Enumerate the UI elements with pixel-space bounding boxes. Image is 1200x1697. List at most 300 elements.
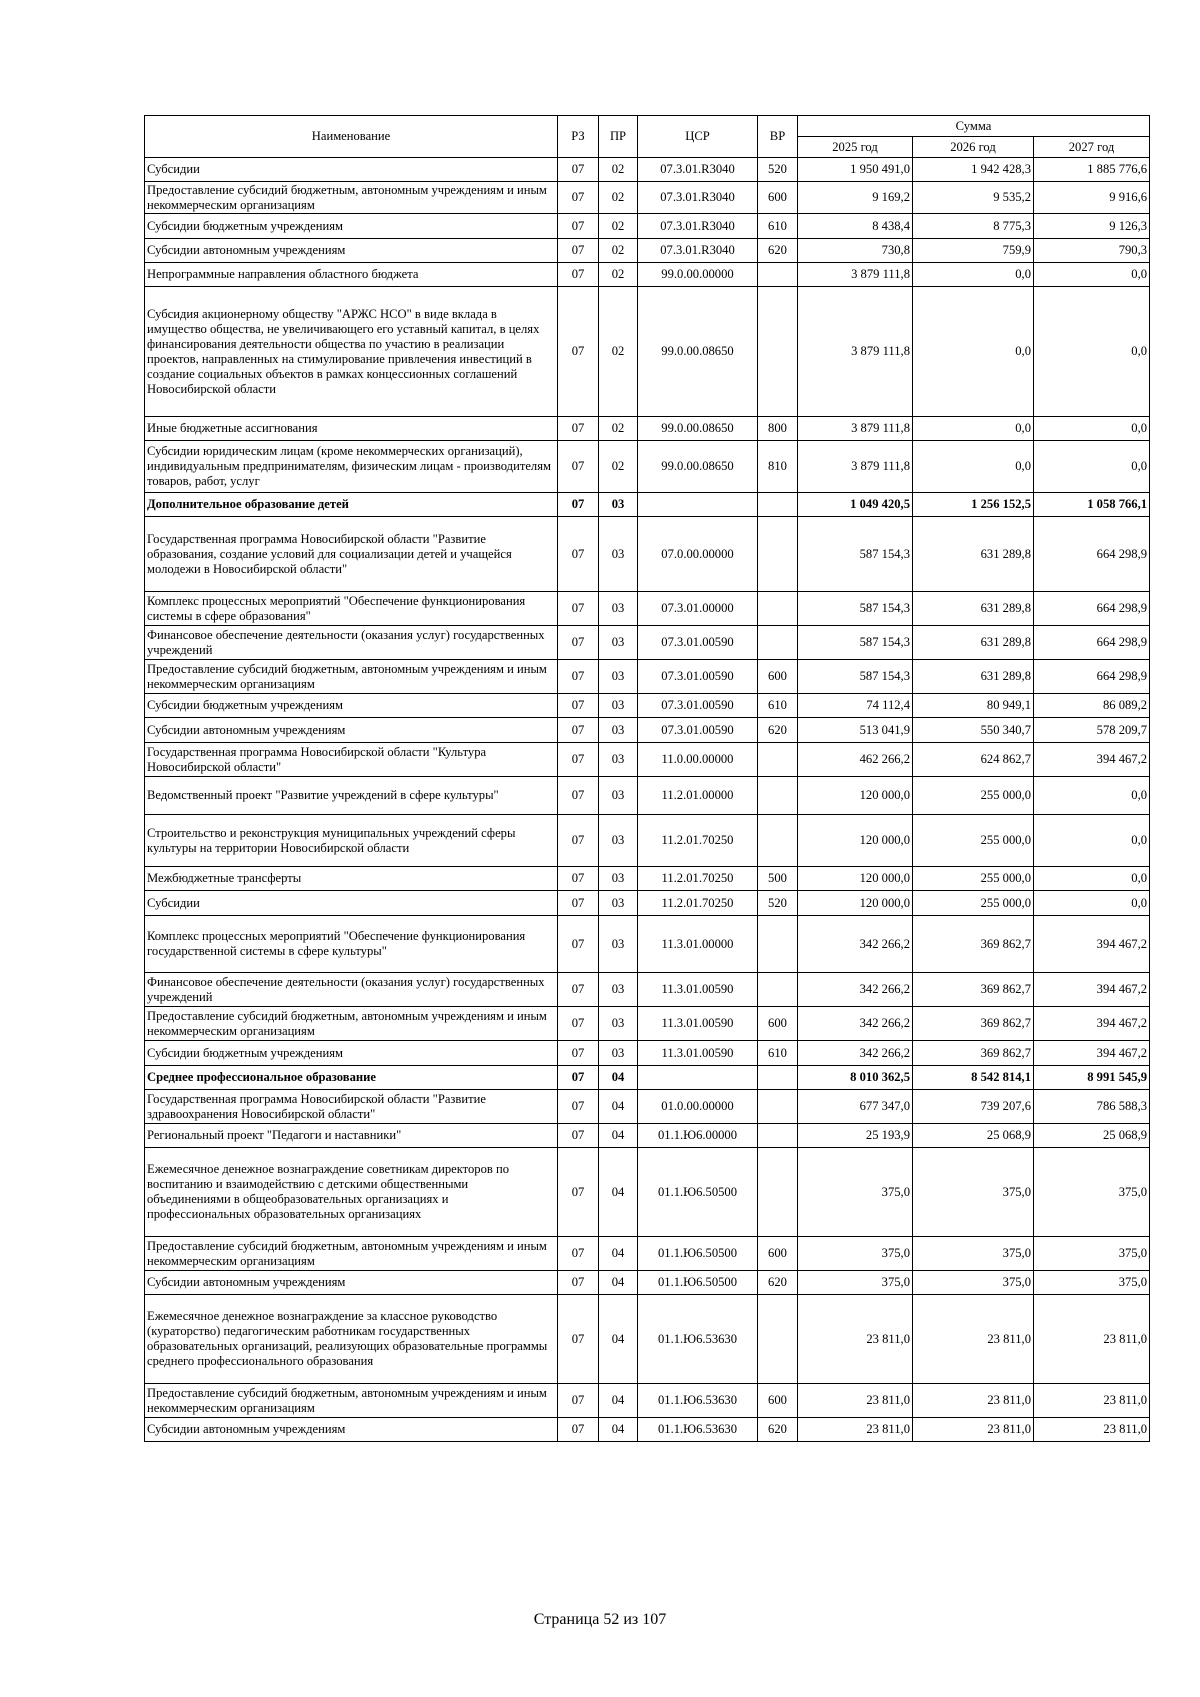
table-row [145,1237,1150,1271]
cell-name: Финансовое обеспечение деятельности (оказания услуг) государственных учреждений [145,973,558,1007]
cell-pr: 03 [599,815,638,867]
cell-2027: 0,0 [1034,815,1150,867]
cell-2025: 74 112,4 [798,694,913,718]
cell-2026: 0,0 [913,263,1034,287]
table-row [145,1295,1150,1384]
cell-2027: 0,0 [1034,417,1150,441]
cell-name: Государственная программа Новосибирской области "Развитие здравоохранения Новосибирской области" [145,1090,558,1124]
page-number: Страница 52 из 107 [533,1611,667,1628]
cell-rz: 07 [558,973,599,1007]
cell-2027: 0,0 [1034,891,1150,916]
header-year-2027: 2027 год [1034,137,1150,158]
cell-vr: 600 [758,1237,798,1271]
cell-2025: 513 041,9 [798,718,913,743]
cell-rz: 07 [558,626,599,660]
cell-pr: 02 [599,214,638,239]
cell-rz: 07 [558,660,599,694]
cell-vr: 600 [758,1384,798,1418]
cell-csr: 01.1.Ю6.50500 [638,1148,758,1237]
cell-2027: 394 467,2 [1034,973,1150,1007]
table-row [145,1124,1150,1148]
cell-pr: 04 [599,1148,638,1237]
cell-2025: 120 000,0 [798,867,913,891]
table-row [145,815,1150,867]
cell-name: Ведомственный проект "Развитие учреждений в сфере культуры" [145,777,558,815]
cell-pr: 02 [599,441,638,493]
cell-vr: 620 [758,1418,798,1442]
cell-pr: 03 [599,891,638,916]
cell-name: Предоставление субсидий бюджетным, автономным учреждениям и иным некоммерческим организациям [145,182,558,214]
cell-csr: 07.3.01.00000 [638,592,758,626]
cell-2025: 9 169,2 [798,182,913,214]
cell-2025: 3 879 111,8 [798,287,913,417]
cell-name: Ежемесячное денежное вознаграждение советникам директоров по воспитанию и взаимодействию с детскими общественными объединениями в общеобразовательных организациях и профессиональных образовательных организациях [145,1148,558,1237]
cell-2027: 0,0 [1034,263,1150,287]
cell-rz: 07 [558,493,599,517]
cell-2026: 1 942 428,3 [913,158,1034,182]
cell-2025: 730,8 [798,239,913,263]
table-row [145,441,1150,493]
cell-2025: 120 000,0 [798,815,913,867]
cell-rz: 07 [558,1384,599,1418]
cell-2025: 375,0 [798,1271,913,1295]
cell-2027: 394 467,2 [1034,1041,1150,1066]
cell-name: Строительство и реконструкция муниципальных учреждений сферы культуры на территории Новосибирской области [145,815,558,867]
cell-csr: 11.2.01.70250 [638,815,758,867]
cell-2027: 1 058 766,1 [1034,493,1150,517]
cell-vr [758,1148,798,1237]
cell-2026: 255 000,0 [913,777,1034,815]
cell-name: Ежемесячное денежное вознаграждение за классное руководство (кураторство) педагогическим работникам государственных образовательных организаций, реализующих образовательные программы среднего профессионального образования [145,1295,558,1384]
table-row [145,1041,1150,1066]
cell-rz: 07 [558,718,599,743]
cell-rz: 07 [558,867,599,891]
cell-2026: 8 542 814,1 [913,1066,1034,1090]
cell-csr: 99.0.00.08650 [638,441,758,493]
cell-2025: 8 438,4 [798,214,913,239]
cell-2027: 23 811,0 [1034,1418,1150,1442]
cell-2026: 369 862,7 [913,1041,1034,1066]
cell-rz: 07 [558,1090,599,1124]
cell-vr: 520 [758,158,798,182]
cell-2027: 664 298,9 [1034,592,1150,626]
cell-name: Среднее профессиональное образование [145,1066,558,1090]
cell-rz: 07 [558,517,599,592]
cell-vr [758,1090,798,1124]
cell-2025: 587 154,3 [798,660,913,694]
cell-rz: 07 [558,815,599,867]
cell-name: Предоставление субсидий бюджетным, автономным учреждениям и иным некоммерческим организациям [145,660,558,694]
cell-2025: 587 154,3 [798,592,913,626]
cell-pr: 03 [599,777,638,815]
cell-csr: 11.0.00.00000 [638,743,758,777]
cell-rz: 07 [558,1041,599,1066]
cell-2027: 786 588,3 [1034,1090,1150,1124]
cell-vr: 620 [758,718,798,743]
cell-2027: 664 298,9 [1034,660,1150,694]
cell-2027: 86 089,2 [1034,694,1150,718]
cell-name: Субсидии автономным учреждениям [145,1418,558,1442]
table-row [145,1148,1150,1237]
table-row [145,287,1150,417]
cell-vr [758,1124,798,1148]
table-row [145,592,1150,626]
cell-2026: 23 811,0 [913,1384,1034,1418]
cell-2027: 394 467,2 [1034,743,1150,777]
cell-name: Предоставление субсидий бюджетным, автономным учреждениям и иным некоммерческим организациям [145,1237,558,1271]
header-name: Наименование [145,116,558,158]
cell-2026: 631 289,8 [913,517,1034,592]
cell-rz: 07 [558,592,599,626]
cell-vr: 620 [758,239,798,263]
cell-name: Субсидии бюджетным учреждениям [145,694,558,718]
cell-rz: 07 [558,1066,599,1090]
cell-csr: 07.3.01.00590 [638,694,758,718]
cell-rz: 07 [558,182,599,214]
cell-pr: 04 [599,1418,638,1442]
cell-2026: 23 811,0 [913,1418,1034,1442]
cell-2026: 0,0 [913,287,1034,417]
cell-csr: 07.3.01.R3040 [638,214,758,239]
cell-pr: 03 [599,493,638,517]
cell-2025: 23 811,0 [798,1384,913,1418]
cell-name: Субсидии автономным учреждениям [145,1271,558,1295]
cell-2025: 342 266,2 [798,973,913,1007]
cell-vr [758,592,798,626]
cell-vr [758,1295,798,1384]
cell-csr: 07.0.00.00000 [638,517,758,592]
cell-vr [758,916,798,973]
cell-2025: 1 049 420,5 [798,493,913,517]
cell-pr: 04 [599,1124,638,1148]
cell-2027: 394 467,2 [1034,916,1150,973]
cell-name: Дополнительное образование детей [145,493,558,517]
cell-pr: 04 [599,1066,638,1090]
cell-pr: 03 [599,694,638,718]
cell-2027: 394 467,2 [1034,1007,1150,1041]
cell-rz: 07 [558,1124,599,1148]
cell-name: Межбюджетные трансферты [145,867,558,891]
cell-rz: 07 [558,214,599,239]
cell-2026: 0,0 [913,441,1034,493]
table-row [145,239,1150,263]
cell-pr: 03 [599,718,638,743]
table-row [145,694,1150,718]
cell-vr [758,626,798,660]
cell-csr [638,1066,758,1090]
cell-2026: 8 775,3 [913,214,1034,239]
cell-2026: 255 000,0 [913,815,1034,867]
cell-2026: 369 862,7 [913,973,1034,1007]
cell-rz: 07 [558,1148,599,1237]
cell-rz: 07 [558,239,599,263]
cell-name: Субсидии юридическим лицам (кроме некоммерческих организаций), индивидуальным предпринимателям, физическим лицам - производителям товаров, работ, услуг [145,441,558,493]
table-row [145,1384,1150,1418]
cell-rz: 07 [558,743,599,777]
cell-2026: 759,9 [913,239,1034,263]
cell-2027: 790,3 [1034,239,1150,263]
cell-vr: 610 [758,214,798,239]
cell-2026: 255 000,0 [913,891,1034,916]
cell-vr [758,287,798,417]
cell-2026: 255 000,0 [913,867,1034,891]
cell-csr: 01.1.Ю6.53630 [638,1384,758,1418]
cell-2027: 9 916,6 [1034,182,1150,214]
cell-2027: 578 209,7 [1034,718,1150,743]
cell-2025: 120 000,0 [798,777,913,815]
cell-csr: 99.0.00.00000 [638,263,758,287]
table-row [145,1066,1150,1090]
cell-pr: 02 [599,158,638,182]
cell-name: Финансовое обеспечение деятельности (оказания услуг) государственных учреждений [145,626,558,660]
cell-2026: 0,0 [913,417,1034,441]
cell-vr [758,517,798,592]
cell-name: Государственная программа Новосибирской области "Развитие образования, создание условий для социализации детей и учащейся молодежи в Новосибирской области" [145,517,558,592]
cell-csr: 01.1.Ю6.00000 [638,1124,758,1148]
table-row [145,660,1150,694]
cell-name: Субсидии [145,158,558,182]
table-row [145,973,1150,1007]
table-row [145,1007,1150,1041]
table-row [145,718,1150,743]
cell-2025: 587 154,3 [798,626,913,660]
cell-name: Комплекс процессных мероприятий "Обеспечение функционирования системы в сфере образования" [145,592,558,626]
cell-2027: 375,0 [1034,1271,1150,1295]
table-row [145,158,1150,182]
header-rz: РЗ [558,116,599,158]
cell-name: Субсидии бюджетным учреждениям [145,1041,558,1066]
cell-2027: 23 811,0 [1034,1384,1150,1418]
table-row [145,916,1150,973]
cell-csr: 07.3.01.00590 [638,660,758,694]
table-row [145,1090,1150,1124]
cell-2026: 369 862,7 [913,916,1034,973]
cell-pr: 02 [599,239,638,263]
cell-csr: 07.3.01.R3040 [638,182,758,214]
cell-2026: 631 289,8 [913,660,1034,694]
cell-vr: 610 [758,694,798,718]
table-row [145,867,1150,891]
cell-2025: 3 879 111,8 [798,417,913,441]
table-row [145,493,1150,517]
header-sum: Сумма [798,116,1150,137]
cell-csr: 11.2.01.00000 [638,777,758,815]
cell-name: Региональный проект "Педагоги и наставники" [145,1124,558,1148]
cell-rz: 07 [558,916,599,973]
cell-csr: 07.3.01.00590 [638,626,758,660]
cell-csr: 01.0.00.00000 [638,1090,758,1124]
cell-csr: 07.3.01.R3040 [638,158,758,182]
cell-2025: 342 266,2 [798,916,913,973]
cell-pr: 04 [599,1384,638,1418]
cell-vr: 500 [758,867,798,891]
cell-2026: 631 289,8 [913,592,1034,626]
cell-name: Предоставление субсидий бюджетным, автономным учреждениям и иным некоммерческим организациям [145,1384,558,1418]
cell-2026: 624 862,7 [913,743,1034,777]
cell-csr: 11.3.01.00590 [638,1041,758,1066]
table-row [145,743,1150,777]
cell-name: Субсидии бюджетным учреждениям [145,214,558,239]
cell-2026: 631 289,8 [913,626,1034,660]
table-row [145,182,1150,214]
cell-2026: 739 207,6 [913,1090,1034,1124]
cell-pr: 04 [599,1237,638,1271]
cell-2026: 375,0 [913,1237,1034,1271]
cell-name: Субсидии [145,891,558,916]
cell-csr: 11.2.01.70250 [638,891,758,916]
cell-pr: 03 [599,626,638,660]
cell-2025: 3 879 111,8 [798,263,913,287]
cell-rz: 07 [558,441,599,493]
cell-rz: 07 [558,417,599,441]
cell-rz: 07 [558,1237,599,1271]
cell-name: Комплекс процессных мероприятий "Обеспечение функционирования государственной системы в сфере культуры" [145,916,558,973]
cell-pr: 03 [599,592,638,626]
cell-vr: 520 [758,891,798,916]
cell-csr: 01.1.Ю6.50500 [638,1271,758,1295]
cell-pr: 03 [599,1041,638,1066]
table-row [145,1271,1150,1295]
cell-2025: 375,0 [798,1148,913,1237]
cell-2025: 342 266,2 [798,1041,913,1066]
cell-2027: 23 811,0 [1034,1295,1150,1384]
cell-vr [758,743,798,777]
cell-2025: 3 879 111,8 [798,441,913,493]
table-row [145,214,1150,239]
cell-vr: 610 [758,1041,798,1066]
cell-vr: 600 [758,182,798,214]
cell-rz: 07 [558,777,599,815]
cell-2026: 375,0 [913,1271,1034,1295]
cell-csr: 11.2.01.70250 [638,867,758,891]
header-csr: ЦСР [638,116,758,158]
cell-csr: 07.3.01.00590 [638,718,758,743]
cell-pr: 04 [599,1295,638,1384]
table-row [145,417,1150,441]
cell-rz: 07 [558,1418,599,1442]
cell-vr: 600 [758,1007,798,1041]
cell-pr: 03 [599,867,638,891]
cell-2027: 8 991 545,9 [1034,1066,1150,1090]
cell-2025: 120 000,0 [798,891,913,916]
cell-rz: 07 [558,694,599,718]
table-row [145,1418,1150,1442]
header-vr: ВР [758,116,798,158]
cell-rz: 07 [558,1271,599,1295]
cell-pr: 02 [599,263,638,287]
cell-2026: 80 949,1 [913,694,1034,718]
table-row [145,626,1150,660]
cell-csr: 99.0.00.08650 [638,417,758,441]
cell-2026: 1 256 152,5 [913,493,1034,517]
cell-rz: 07 [558,1007,599,1041]
cell-vr [758,777,798,815]
cell-pr: 03 [599,660,638,694]
header-year-2025: 2025 год [798,137,913,158]
cell-csr: 11.3.01.00590 [638,1007,758,1041]
cell-2026: 369 862,7 [913,1007,1034,1041]
cell-2027: 0,0 [1034,867,1150,891]
cell-pr: 03 [599,517,638,592]
cell-2025: 1 950 491,0 [798,158,913,182]
cell-2027: 1 885 776,6 [1034,158,1150,182]
cell-pr: 02 [599,182,638,214]
cell-csr [638,493,758,517]
cell-vr: 800 [758,417,798,441]
cell-name: Субсидии автономным учреждениям [145,718,558,743]
table-row [145,777,1150,815]
cell-rz: 07 [558,891,599,916]
table-body [145,158,1150,1442]
cell-2027: 375,0 [1034,1237,1150,1271]
cell-pr: 02 [599,287,638,417]
cell-2026: 23 811,0 [913,1295,1034,1384]
cell-2025: 25 193,9 [798,1124,913,1148]
cell-2026: 25 068,9 [913,1124,1034,1148]
cell-2027: 664 298,9 [1034,517,1150,592]
cell-2025: 587 154,3 [798,517,913,592]
cell-csr: 11.3.01.00590 [638,973,758,1007]
cell-pr: 04 [599,1271,638,1295]
cell-rz: 07 [558,1295,599,1384]
cell-csr: 01.1.Ю6.53630 [638,1418,758,1442]
cell-2025: 462 266,2 [798,743,913,777]
table-row [145,517,1150,592]
cell-rz: 07 [558,263,599,287]
cell-name: Предоставление субсидий бюджетным, автономным учреждениям и иным некоммерческим организациям [145,1007,558,1041]
cell-vr: 620 [758,1271,798,1295]
cell-pr: 03 [599,743,638,777]
header-year-2026: 2026 год [913,137,1034,158]
cell-rz: 07 [558,158,599,182]
cell-2027: 9 126,3 [1034,214,1150,239]
cell-name: Субсидия акционерному обществу "АРЖС НСО" в виде вклада в имущество общества, не увеличивающего его уставный капитал, в целях финансирования деятельности общества по участию в реализации проектов, направленных на стимулирование привлечения инвестиций в создание социальных объектов в рамках концессионных соглашений Новосибирской области [145,287,558,417]
cell-name: Иные бюджетные ассигнования [145,417,558,441]
cell-vr [758,815,798,867]
table-row [145,263,1150,287]
cell-2025: 23 811,0 [798,1418,913,1442]
cell-pr: 03 [599,1007,638,1041]
header-pr: ПР [599,116,638,158]
cell-pr: 04 [599,1090,638,1124]
cell-csr: 01.1.Ю6.50500 [638,1237,758,1271]
cell-2026: 9 535,2 [913,182,1034,214]
cell-csr: 07.3.01.R3040 [638,239,758,263]
table-row [145,891,1150,916]
cell-2027: 375,0 [1034,1148,1150,1237]
cell-2026: 550 340,7 [913,718,1034,743]
cell-2025: 375,0 [798,1237,913,1271]
cell-rz: 07 [558,287,599,417]
budget-table [144,115,1150,1442]
cell-vr [758,973,798,1007]
cell-csr: 11.3.01.00000 [638,916,758,973]
cell-vr [758,493,798,517]
cell-name: Субсидии автономным учреждениям [145,239,558,263]
cell-vr [758,1066,798,1090]
cell-csr: 99.0.00.08650 [638,287,758,417]
cell-2027: 664 298,9 [1034,626,1150,660]
cell-2025: 8 010 362,5 [798,1066,913,1090]
cell-pr: 03 [599,916,638,973]
cell-2027: 0,0 [1034,441,1150,493]
cell-2026: 375,0 [913,1148,1034,1237]
cell-2025: 23 811,0 [798,1295,913,1384]
cell-2025: 677 347,0 [798,1090,913,1124]
cell-2027: 0,0 [1034,777,1150,815]
cell-name: Государственная программа Новосибирской области "Культура Новосибирской области" [145,743,558,777]
cell-vr: 600 [758,660,798,694]
